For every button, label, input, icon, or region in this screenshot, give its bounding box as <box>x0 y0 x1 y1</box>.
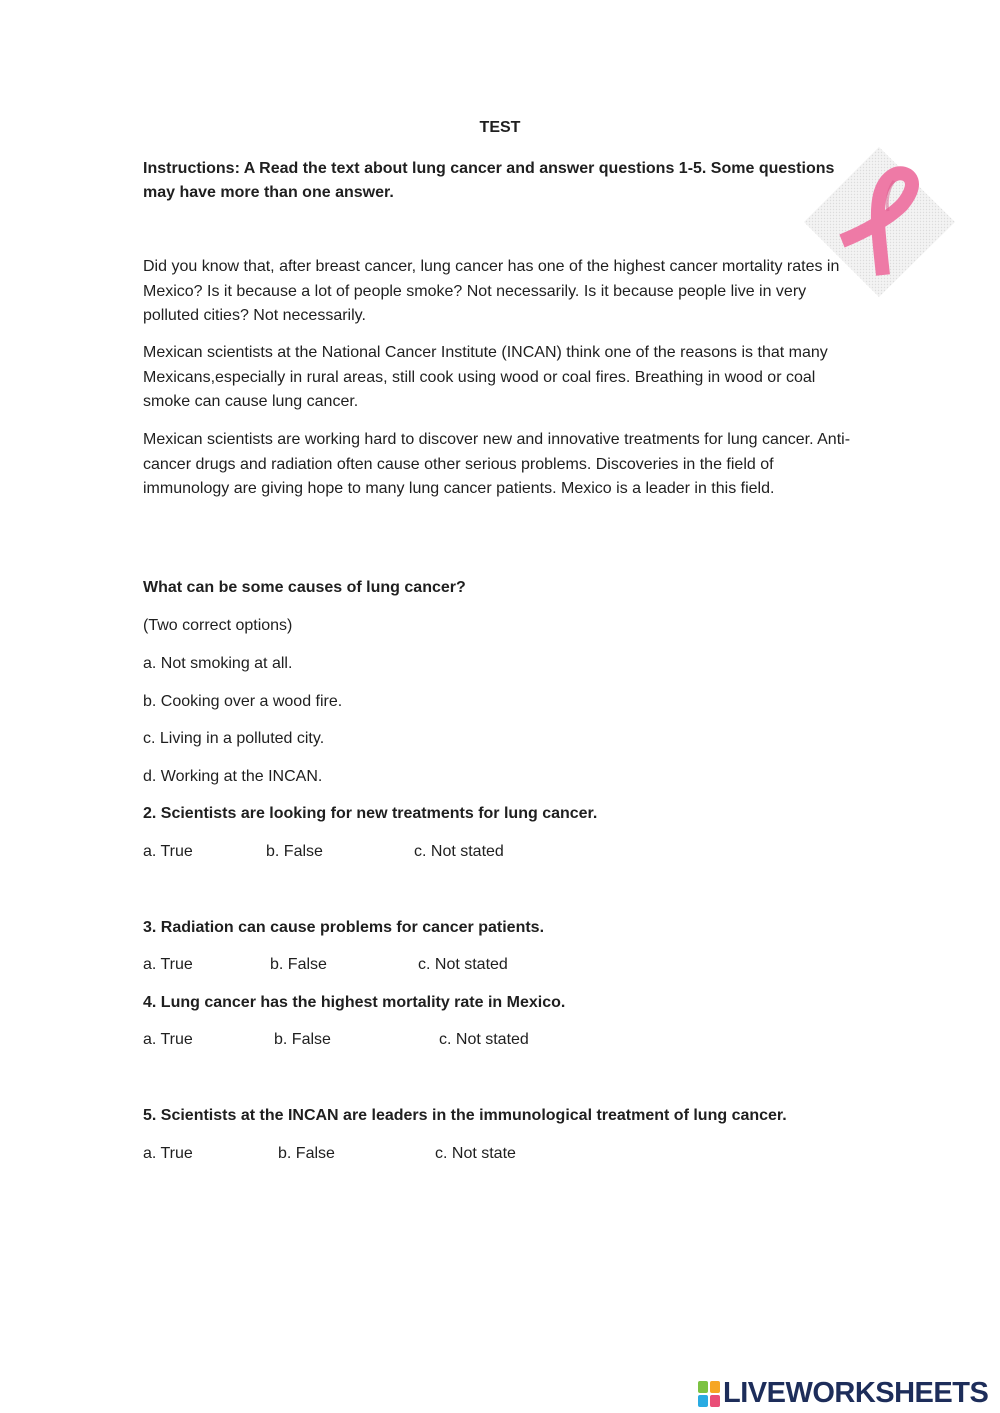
option-q4-true[interactable]: a. True <box>143 1031 193 1048</box>
question-5: 5. Scientists at the INCAN are leaders in the immunological treatment of lung cancer. <box>143 1107 787 1124</box>
option-q1-c[interactable]: c. Living in a polluted city. <box>143 730 325 747</box>
option-q3-not-stated[interactable]: c. Not stated <box>418 956 508 973</box>
question-1: What can be some causes of lung cancer? <box>143 579 466 596</box>
question-5-options <box>0 1145 1000 1165</box>
option-q1-d[interactable]: d. Working at the INCAN. <box>143 768 323 785</box>
question-1-note: (Two correct options) <box>143 617 293 634</box>
passage-paragraph-1: Did you know that, after breast cancer, lung cancer has one of the highest cancer mortality rates in Mexico? Is it because a lot of people smoke? Not necessarily. Is it because people live in very polluted cities? Not necessarily. <box>143 258 840 324</box>
option-q2-false[interactable]: b. False <box>266 843 323 860</box>
option-q4-not-stated[interactable]: c. Not stated <box>439 1031 529 1048</box>
question-3: 3. Radiation can cause problems for cancer patients. <box>143 919 545 936</box>
question-4-options <box>0 1031 1000 1051</box>
logo-icon <box>697 1379 721 1409</box>
option-q3-false[interactable]: b. False <box>270 956 327 973</box>
logo-text: LIVEWORKSHEETS <box>723 1377 989 1409</box>
option-q5-true[interactable]: a. True <box>143 1145 193 1162</box>
option-q5-false[interactable]: b. False <box>278 1145 335 1162</box>
question-2: 2. Scientists are looking for new treatments for lung cancer. <box>143 805 598 822</box>
instructions: Instructions: A Read the text about lung cancer and answer questions 1-5. Some questions may have more than one answer. <box>143 160 835 201</box>
passage-paragraph-2: Mexican scientists at the National Cancer Institute (INCAN) think one of the reasons is that many Mexicans,especially in rural areas, still cook using wood or coal fires. Breathing in wood or coal smoke can cause lung cancer. <box>143 344 828 410</box>
page-title: TEST <box>479 119 521 136</box>
liveworksheets-logo[interactable] <box>697 1376 997 1410</box>
option-q3-true[interactable]: a. True <box>143 956 193 973</box>
option-q1-b[interactable]: b. Cooking over a wood fire. <box>143 693 343 710</box>
option-q2-true[interactable]: a. True <box>143 843 193 860</box>
option-q5-not-stated[interactable]: c. Not state <box>435 1145 516 1162</box>
question-4: 4. Lung cancer has the highest mortality rate in Mexico. <box>143 994 566 1011</box>
option-q4-false[interactable]: b. False <box>274 1031 331 1048</box>
option-q2-not-stated[interactable]: c. Not stated <box>414 843 504 860</box>
option-q1-a[interactable]: a. Not smoking at all. <box>143 655 293 672</box>
question-2-options <box>0 843 1000 863</box>
question-3-options <box>0 956 1000 976</box>
passage-paragraph-3: Mexican scientists are working hard to discover new and innovative treatments for lung cancer. Anti-cancer drugs and radiation often cause other serious problems. Discoveries in the field of immunology are giving hope to many lung cancer patients. Mexico is a leader in this field. <box>143 431 851 497</box>
